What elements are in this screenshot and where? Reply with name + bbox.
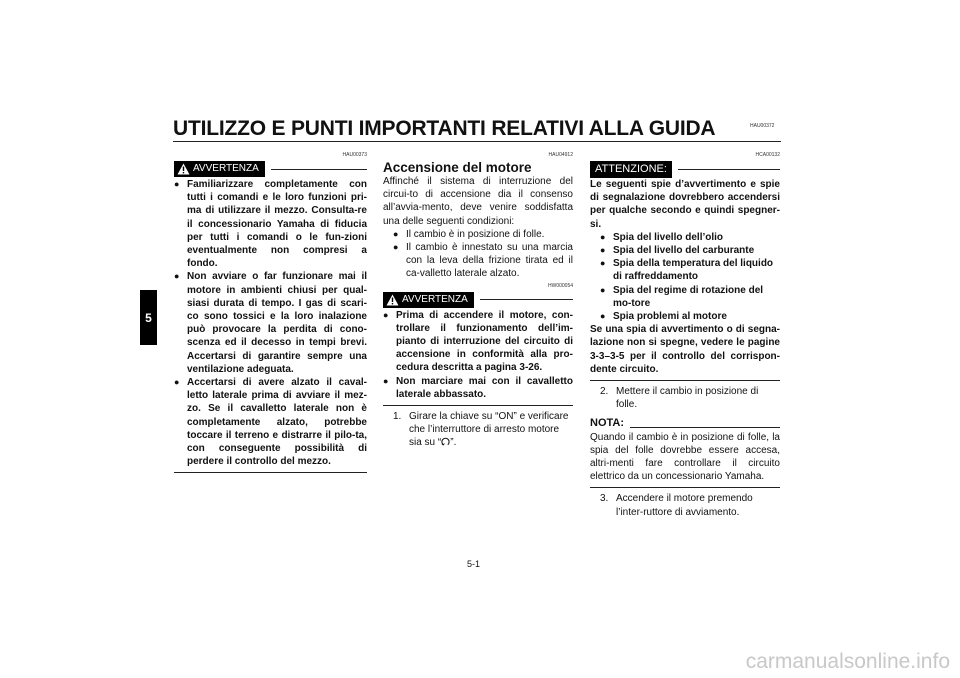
watermark: carmanualsonline.info xyxy=(745,650,950,673)
warning-end-rule xyxy=(383,405,573,406)
attention-badge: ATTENZIONE: xyxy=(590,161,672,178)
warning-label: AVVERTENZA xyxy=(193,163,259,175)
note-text: Quando il cambio è in posizione di folle, la spia del folle dovrebbe essere accesa, altri-menti fare controllare il circuito elettrico da un concessionario Yamaha. xyxy=(590,431,780,483)
warning-badge xyxy=(383,292,474,308)
header-code: HAU00372 xyxy=(750,123,775,129)
col2-code: HAU04912 xyxy=(548,152,573,158)
bullet-icon: ● xyxy=(174,271,180,282)
bullet-icon: ● xyxy=(600,284,606,295)
column-1 xyxy=(174,150,367,473)
page-number: 5-1 xyxy=(467,559,481,569)
column-2 xyxy=(383,150,573,450)
bullet-icon: ● xyxy=(383,375,389,386)
list-item: ● Familiarizzare completamente con tutti i comandi e le loro funzioni pri-ma di utilizzare il mezzo. Consulta-re il concessionario Yamaha di fiducia per tutti i comandi o le fun-zioni eventualmente non compresi a fondo. xyxy=(174,179,367,270)
list-item: ● Spia del livello dell’olio xyxy=(600,231,724,243)
column-3 xyxy=(590,150,780,519)
list-item: ● Non marciare mai con il cavalletto laterale abbassato. xyxy=(383,375,573,400)
attention-end-rule xyxy=(590,380,780,381)
attention-header-rule xyxy=(678,169,780,170)
bullet-icon: ● xyxy=(600,231,606,242)
warning-icon xyxy=(386,294,399,306)
note-header xyxy=(590,417,780,430)
warning-header xyxy=(174,160,367,178)
note-end-rule xyxy=(590,487,780,488)
warning-header-rule xyxy=(480,299,573,300)
chapter-tab: 5 xyxy=(140,290,157,345)
title-rule xyxy=(173,141,781,142)
step-2: 2. Mettere il cambio in posizione di folle. xyxy=(600,386,759,411)
intro-paragraph: Affinché il sistema di interruzione del circui-to di accensione dia il consenso all’avvia-mento, deve venire soddisfatta una delle seguenti condizioni: xyxy=(383,176,573,227)
list-item: ● Spia della temperatura del liquido di raffreddamento xyxy=(600,258,774,283)
step-3: 3. Accendere il motore premendo l’inter-ruttore di avviamento. xyxy=(600,493,753,518)
list-item: ● Spia problemi al motore xyxy=(600,311,727,323)
bullet-icon: ● xyxy=(600,311,606,322)
col1-code: HAU00373 xyxy=(342,152,367,158)
col3-code: HCA00132 xyxy=(755,152,780,158)
list-item: ● Prima di accendere il motore, con-trollare il funzionamento dell’im-pianto di interruzione del circuito di accensione in conformità alla pro-cedura descritta a pagina 3-26. xyxy=(383,309,573,374)
attention-outro: Se una spia di avvertimento o di segna-lazione non si spegne, vedere le pagine 3-3–3-5 per il controllo del corrispon-dente circuito. xyxy=(590,324,780,375)
bullet-icon: ● xyxy=(174,179,180,189)
note-header-rule xyxy=(630,427,780,428)
bullet-icon: ● xyxy=(383,309,389,320)
list-item: ● Il cambio è in posizione di folle. xyxy=(393,228,545,240)
warning-badge xyxy=(174,161,265,177)
bullet-icon: ● xyxy=(600,245,606,256)
list-item: ● Non avviare o far funzionare mai il motore in ambienti chiusi per qual-siasi durata di tempo. I gas di scari-co sono tossici e la loro inalazione può provocare la perdita di cono-scenza ed il decesso in tempi brevi. Accertarsi di garantire sempre una ventilazione adeguata. xyxy=(174,271,367,375)
attention-intro: Le seguenti spie d’avvertimento e spie di segnalazione dovrebbero accendersi per qualche secondo e quindi spegner-si. xyxy=(590,179,780,230)
warning-end-rule xyxy=(174,472,367,473)
section-title: Accensione del motore xyxy=(383,160,532,175)
note-label: NOTA: xyxy=(590,417,625,430)
attention-header xyxy=(590,160,780,178)
list-item: ● Accertarsi di avere alzato il caval-letto laterale prima di avviare il mez-zo. Se il cavalletto laterale non è completamente alzato, potrebbe toccare il terreno e distrarre il pilo-ta, con conseguente possibilità di perdere il controllo del mezzo. xyxy=(174,377,367,468)
list-item: ● Spia del regime di rotazione del mo-tore xyxy=(600,284,764,309)
bullet-icon: ● xyxy=(174,377,180,388)
list-item: ● Il cambio è innestato su una marcia con la leva della frizione tirata ed il ca-valletto laterale alzato. xyxy=(393,242,573,280)
bullet-icon: ● xyxy=(393,228,399,239)
bullet-icon: ● xyxy=(393,242,399,253)
warning-header xyxy=(383,291,573,309)
warning-header-rule xyxy=(271,169,367,170)
list-item: ● Spia del livello del carburante xyxy=(600,245,755,257)
step-1: 1. Girare la chiave su “ON” e verificare che l’interruttore di arresto motore sia su “ ”. xyxy=(393,411,569,449)
warning-label: AVVERTENZA xyxy=(402,294,468,306)
warning-code: HW000054 xyxy=(547,282,573,289)
page-title: UTILIZZO E PUNTI IMPORTANTI RELATIVI ALLA GUIDA xyxy=(173,117,716,140)
engine-run-icon xyxy=(441,437,450,446)
warning-icon xyxy=(177,163,190,175)
bullet-icon: ● xyxy=(600,258,606,269)
